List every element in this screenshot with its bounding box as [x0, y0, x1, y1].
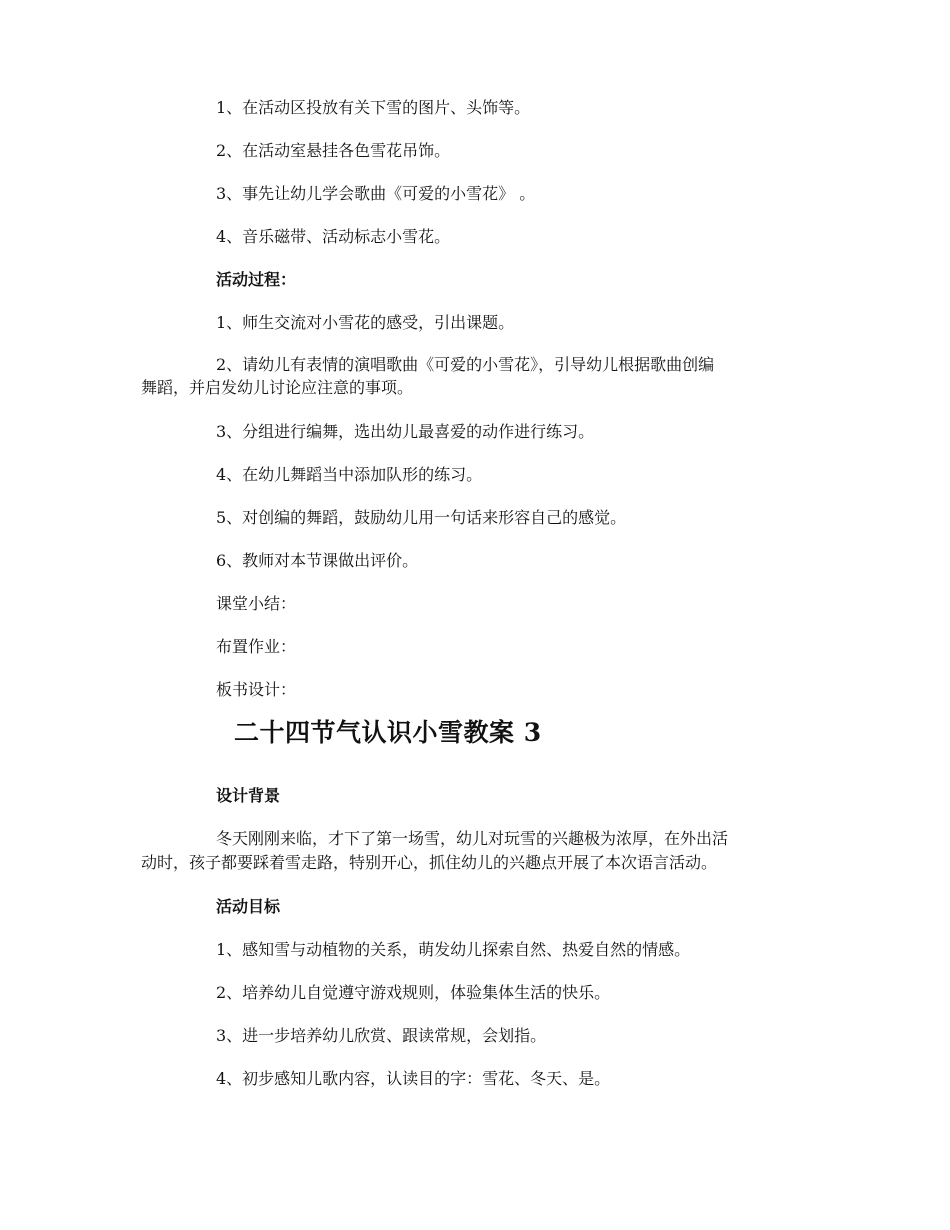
prep-item-3: 3、事先让幼儿学会歌曲《可爱的小雪花》 。 — [216, 184, 536, 203]
class-summary-label: 课堂小结： — [216, 594, 297, 613]
board-design-label: 板书设计： — [216, 680, 297, 699]
process-item-1: 1、师生交流对小雪花的感受，引出课题。 — [216, 313, 515, 332]
process-item-6: 6、教师对本节课做出评价。 — [216, 551, 419, 570]
prep-item-1: 1、在活动区投放有关下雪的图片、头饰等。 — [216, 98, 531, 117]
prep-item-4: 4、音乐磁带、活动标志小雪花。 — [216, 227, 451, 246]
goal-item-3: 3、进一步培养幼儿欣赏、跟读常规，会划指。 — [216, 1026, 547, 1045]
process-item-3: 3、分组进行编舞，选出幼儿最喜爱的动作进行练习。 — [216, 422, 595, 441]
prep-item-2: 2、在活动室悬挂各色雪花吊饰。 — [216, 141, 451, 160]
design-background-heading: 设计背景 — [216, 786, 281, 805]
process-item-5: 5、对创编的舞蹈，鼓励幼儿用一句话来形容自己的感觉。 — [216, 508, 627, 527]
activity-goals-heading: 活动目标 — [216, 897, 281, 916]
process-item-2-continued: 舞蹈，并启发幼儿讨论应注意的事项。 — [141, 378, 414, 397]
background-paragraph-line-1: 冬天刚刚来临，才下了第一场雪，幼儿对玩雪的兴趣极为浓厚，在外出活 — [216, 829, 729, 848]
goal-item-2: 2、培养幼儿自觉遵守游戏规则，体验集体生活的快乐。 — [216, 983, 611, 1002]
homework-label: 布置作业： — [216, 637, 297, 656]
goal-item-4: 4、初步感知儿歌内容，认读目的字：雪花、冬天、是。 — [216, 1069, 611, 1088]
background-paragraph-line-2: 动时，孩子都要踩着雪走路，特别开心，抓住幼儿的兴趣点开展了本次语言活动。 — [141, 853, 718, 872]
process-item-2: 2、请幼儿有表情的演唱歌曲《可爱的小雪花》，引导幼儿根据歌曲创编 — [216, 355, 715, 374]
process-item-4: 4、在幼儿舞蹈当中添加队形的练习。 — [216, 465, 483, 484]
lesson-plan-title: 二十四节气认识小雪教案 3 — [234, 718, 542, 747]
process-heading: 活动过程： — [216, 270, 297, 289]
goal-item-1: 1、感知雪与动植物的关系，萌发幼儿探索自然、热爱自然的情感。 — [216, 940, 691, 959]
